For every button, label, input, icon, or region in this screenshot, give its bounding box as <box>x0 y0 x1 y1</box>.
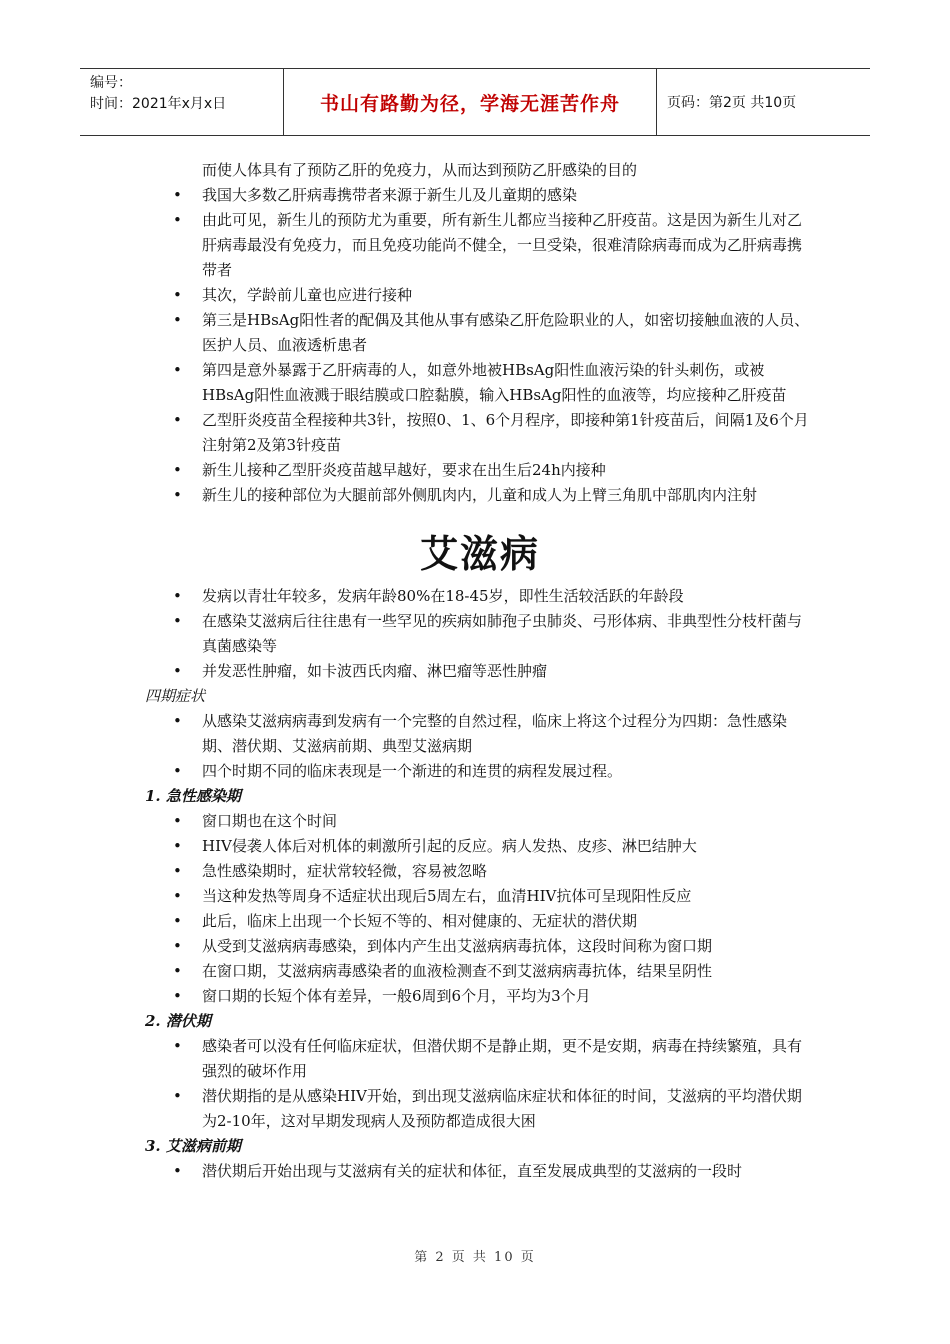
list-item: • 感染者可以没有任何临床症状，但潜伏期不是静止期，更不是安期，病毒在持续繁殖，具有强烈的破坏作用 <box>145 1034 815 1084</box>
list-item: • 四个时期不同的临床表现是一个渐进的和连贯的病程发展过程。 <box>145 759 815 784</box>
aids-intro-list <box>145 584 815 684</box>
list-item: • 第四是意外暴露于乙肝病毒的人，如意外地被HBsAg阳性血液污染的针头刺伤，或被HBsAg阳性血液溅于眼结膜或口腔黏膜，输入HBsAg阳性的血液等，均应接种乙肝疫苗 <box>145 358 815 408</box>
list-item: • 从受到艾滋病病毒感染，到体内产生出艾滋病病毒抗体，这段时间称为窗口期 <box>145 934 815 959</box>
page-footer: 第 2 页 共 10 页 <box>414 1250 536 1265</box>
list-item: • 急性感染期时，症状常较轻微，容易被忽略 <box>145 859 815 884</box>
list-item: • 第三是HBsAg阳性者的配偶及其他从事有感染乙肝危险职业的人，如密切接触血液的人员、医护人员、血液透析患者 <box>145 308 815 358</box>
list-item: • 窗口期也在这个时间 <box>145 809 815 834</box>
list-item: • 在窗口期，艾滋病病毒感染者的血液检测查不到艾滋病病毒抗体，结果呈阴性 <box>145 959 815 984</box>
list-item: • 新生儿接种乙型肝炎疫苗越早越好，要求在出生后24h内接种 <box>145 458 815 483</box>
document-body <box>145 158 815 1184</box>
list-item: • HIV侵袭人体后对机体的刺激所引起的反应。病人发热、皮疹、淋巴结肿大 <box>145 834 815 859</box>
list-item: • 其次，学龄前儿童也应进行接种 <box>145 283 815 308</box>
continuation-text: 而使人体具有了预防乙肝的免疫力，从而达到预防乙肝感染的目的 <box>202 161 638 179</box>
header-left-cell <box>80 69 283 135</box>
list-item: • 我国大多数乙肝病毒携带者来源于新生儿及儿童期的感染 <box>145 183 815 208</box>
aids-section-title: 艾滋病 <box>419 532 540 576</box>
four-stages-list <box>145 709 815 784</box>
stage3-list <box>145 1159 815 1184</box>
list-item: • 当这种发热等周身不适症状出现后5周左右，血清HIV抗体可呈现阳性反应 <box>145 884 815 909</box>
stage2-heading: 2. 潜伏期 <box>145 1012 211 1030</box>
list-item: • 潜伏期指的是从感染HIV开始，到出现艾滋病临床症状和体征的时间，艾滋病的平均潜伏期为2-10年，这对早期发现病人及预防都造成很大困 <box>145 1084 815 1134</box>
stage3-heading: 3. 艾滋病前期 <box>145 1137 241 1155</box>
list-item: • 新生儿的接种部位为大腿前部外侧肌肉内，儿童和成人为上臂三角肌中部肌肉内注射 <box>145 483 815 508</box>
stage1-heading: 1. 急性感染期 <box>145 787 241 805</box>
header-motto-cell <box>283 69 657 135</box>
four-stages-heading: 四期症状 <box>145 687 206 705</box>
list-item: • 发病以青壮年较多，发病年龄80%在18-45岁，即性生活较活跃的年龄段 <box>145 584 815 609</box>
document-date-label: 时间：2021年x月x日 <box>90 96 227 112</box>
list-item: • 窗口期的长短个体有差异，一般6周到6个月，平均为3个月 <box>145 984 815 1009</box>
header-motto: 书山有路勤为径，学海无涯苦作舟 <box>319 92 620 115</box>
hep-b-list <box>145 183 815 508</box>
header-page-cell <box>657 69 870 135</box>
list-item: • 此后，临床上出现一个长短不等的、相对健康的、无症状的潜伏期 <box>145 909 815 934</box>
list-item: • 在感染艾滋病后往往患有一些罕见的疾病如肺孢子虫肺炎、弓形体病、非典型性分枝杆菌与真菌感染等 <box>145 609 815 659</box>
header-page-info: 页码：第2页 共10页 <box>667 95 797 111</box>
list-item: • 并发恶性肿瘤，如卡波西氏肉瘤、淋巴瘤等恶性肿瘤 <box>145 659 815 684</box>
page-header <box>80 68 870 136</box>
stage1-list <box>145 809 815 1009</box>
list-item: • 乙型肝炎疫苗全程接种共3针，按照0、1、6个月程序，即接种第1针疫苗后，间隔1及6个月注射第2及第3针疫苗 <box>145 408 815 458</box>
list-item: • 从感染艾滋病病毒到发病有一个完整的自然过程，临床上将这个过程分为四期：急性感染期、潜伏期、艾滋病前期、典型艾滋病期 <box>145 709 815 759</box>
list-item: • 由此可见，新生儿的预防尤为重要，所有新生儿都应当接种乙肝疫苗。这是因为新生儿对乙肝病毒最没有免疫力，而且免疫功能尚不健全，一旦受染，很难清除病毒而成为乙肝病毒携带者 <box>145 208 815 283</box>
list-item: • 潜伏期后开始出现与艾滋病有关的症状和体征，直至发展成典型的艾滋病的一段时 <box>145 1159 815 1184</box>
stage2-list <box>145 1034 815 1134</box>
document-number-label: 编号： <box>90 75 132 91</box>
